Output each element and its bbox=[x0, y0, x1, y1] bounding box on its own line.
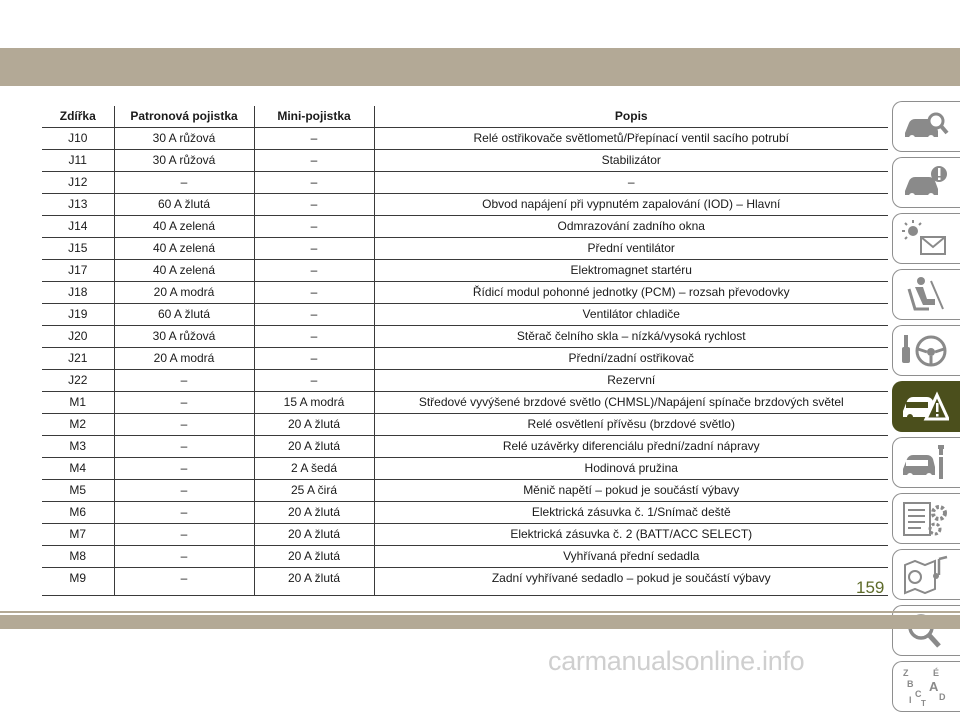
cartridge-fuse-cell: 30 A růžová bbox=[114, 326, 254, 348]
socket-cell: M9 bbox=[42, 568, 114, 596]
mini-fuse-cell: 20 A žlutá bbox=[254, 502, 374, 524]
description-cell: Rezervní bbox=[374, 370, 888, 392]
cartridge-fuse-cell: – bbox=[114, 546, 254, 568]
cartridge-fuse-cell: 40 A zelená bbox=[114, 260, 254, 282]
tab-servicing-maintenance[interactable] bbox=[892, 437, 960, 488]
car-magnifier-icon bbox=[901, 107, 949, 147]
socket-cell: M3 bbox=[42, 436, 114, 458]
table-row bbox=[42, 502, 888, 524]
table-row bbox=[42, 326, 888, 348]
table-row bbox=[42, 128, 888, 150]
table-row bbox=[42, 216, 888, 238]
tab-starting-driving[interactable] bbox=[892, 325, 960, 376]
tab-index[interactable] bbox=[892, 661, 960, 712]
car-info-icon bbox=[901, 163, 949, 203]
socket-cell: J13 bbox=[42, 194, 114, 216]
footer-line bbox=[0, 611, 960, 613]
column-header-description: Popis bbox=[374, 106, 888, 128]
index-letter: D bbox=[939, 692, 946, 702]
cartridge-fuse-cell: 20 A modrá bbox=[114, 348, 254, 370]
socket-cell: J12 bbox=[42, 172, 114, 194]
steering-wheel-icon bbox=[901, 331, 949, 371]
index-letter: B bbox=[907, 679, 914, 689]
table-row bbox=[42, 172, 888, 194]
socket-cell: J19 bbox=[42, 304, 114, 326]
mini-fuse-cell: 2 A šedá bbox=[254, 458, 374, 480]
description-cell: Relé osvětlení přívěsu (brzdové světlo) bbox=[374, 414, 888, 436]
cartridge-fuse-cell: 60 A žlutá bbox=[114, 194, 254, 216]
mini-fuse-cell: 20 A žlutá bbox=[254, 546, 374, 568]
table-row bbox=[42, 480, 888, 502]
car-warning-triangle-icon bbox=[901, 387, 949, 427]
cartridge-fuse-cell: 30 A růžová bbox=[114, 128, 254, 150]
mini-fuse-cell: 20 A žlutá bbox=[254, 436, 374, 458]
footer-band bbox=[0, 615, 960, 629]
description-cell: Vyhřívaná přední sedadla bbox=[374, 546, 888, 568]
table-row bbox=[42, 546, 888, 568]
mini-fuse-cell: – bbox=[254, 282, 374, 304]
mini-fuse-cell: – bbox=[254, 128, 374, 150]
description-cell: Hodinová pružina bbox=[374, 458, 888, 480]
table-row bbox=[42, 238, 888, 260]
tab-getting-to-know-vehicle[interactable] bbox=[892, 101, 960, 152]
socket-cell: J18 bbox=[42, 282, 114, 304]
cartridge-fuse-cell: 30 A růžová bbox=[114, 150, 254, 172]
table-row bbox=[42, 260, 888, 282]
socket-cell: J17 bbox=[42, 260, 114, 282]
index-letter: Z bbox=[903, 668, 909, 678]
fuse-table-header bbox=[42, 106, 888, 128]
dashboard-lights-message-icon bbox=[901, 219, 949, 259]
description-cell: Elektrická zásuvka č. 2 (BATT/ACC SELECT) bbox=[374, 524, 888, 546]
socket-cell: J11 bbox=[42, 150, 114, 172]
alphabet-index-icon bbox=[901, 667, 949, 707]
mini-fuse-cell: – bbox=[254, 172, 374, 194]
description-cell: Elektrická zásuvka č. 1/Snímač deště bbox=[374, 502, 888, 524]
mini-fuse-cell: 20 A žlutá bbox=[254, 568, 374, 596]
mini-fuse-cell: 25 A čirá bbox=[254, 480, 374, 502]
cartridge-fuse-cell: – bbox=[114, 392, 254, 414]
fuse-table-body bbox=[42, 128, 888, 596]
car-wrench-icon bbox=[901, 443, 949, 483]
socket-cell: J20 bbox=[42, 326, 114, 348]
table-row bbox=[42, 458, 888, 480]
tab-multimedia[interactable] bbox=[892, 549, 960, 600]
description-cell: Elektromagnet startéru bbox=[374, 260, 888, 282]
index-letter: A bbox=[929, 679, 939, 694]
description-cell: Relé ostřikovače světlometů/Přepínací ventil sacího potrubí bbox=[374, 128, 888, 150]
socket-cell: M6 bbox=[42, 502, 114, 524]
tab-instrument-panel[interactable] bbox=[892, 213, 960, 264]
mini-fuse-cell: – bbox=[254, 304, 374, 326]
cartridge-fuse-cell: – bbox=[114, 414, 254, 436]
description-cell: Zadní vyhřívané sedadlo – pokud je součástí výbavy bbox=[374, 568, 888, 596]
description-cell: Přední ventilátor bbox=[374, 238, 888, 260]
cartridge-fuse-cell: – bbox=[114, 172, 254, 194]
mini-fuse-cell: – bbox=[254, 260, 374, 282]
mini-fuse-cell: – bbox=[254, 238, 374, 260]
cartridge-fuse-cell: 40 A zelená bbox=[114, 238, 254, 260]
cartridge-fuse-cell: 40 A zelená bbox=[114, 216, 254, 238]
watermark: carmanualsonline.info bbox=[548, 646, 805, 676]
socket-cell: M2 bbox=[42, 414, 114, 436]
cartridge-fuse-cell: – bbox=[114, 436, 254, 458]
mini-fuse-cell: – bbox=[254, 326, 374, 348]
cartridge-fuse-cell: 60 A žlutá bbox=[114, 304, 254, 326]
mini-fuse-cell: – bbox=[254, 370, 374, 392]
seat-airbag-icon bbox=[901, 275, 949, 315]
socket-cell: J14 bbox=[42, 216, 114, 238]
cartridge-fuse-cell: – bbox=[114, 502, 254, 524]
header-band bbox=[0, 48, 960, 86]
tab-technical-specifications[interactable] bbox=[892, 493, 960, 544]
description-cell: Stabilizátor bbox=[374, 150, 888, 172]
table-row bbox=[42, 414, 888, 436]
table-row bbox=[42, 370, 888, 392]
table-row bbox=[42, 392, 888, 414]
cartridge-fuse-cell: – bbox=[114, 370, 254, 392]
fuse-table bbox=[42, 106, 888, 596]
socket-cell: J10 bbox=[42, 128, 114, 150]
column-header-mini-fuse: Mini-pojistka bbox=[254, 106, 374, 128]
page-number: 159 bbox=[856, 578, 885, 597]
cartridge-fuse-cell: – bbox=[114, 568, 254, 596]
table-row bbox=[42, 282, 888, 304]
description-cell: Měnič napětí – pokud je součástí výbavy bbox=[374, 480, 888, 502]
mini-fuse-cell: 20 A žlutá bbox=[254, 414, 374, 436]
description-cell: Středové vyvýšené brzdové světlo (CHMSL)/Napájení spínače brzdových světel bbox=[374, 392, 888, 414]
socket-cell: J15 bbox=[42, 238, 114, 260]
description-cell: Stěrač čelního skla – nízká/vysoká rychlost bbox=[374, 326, 888, 348]
description-cell: Relé uzávěrky diferenciálu přední/zadní nápravy bbox=[374, 436, 888, 458]
index-letter: É bbox=[933, 668, 940, 678]
socket-cell: M4 bbox=[42, 458, 114, 480]
cartridge-fuse-cell: – bbox=[114, 480, 254, 502]
mini-fuse-cell: 20 A žlutá bbox=[254, 524, 374, 546]
tab-safety-info[interactable] bbox=[892, 157, 960, 208]
socket-cell: M1 bbox=[42, 392, 114, 414]
settings-list-gear-icon bbox=[901, 499, 949, 539]
description-cell: Přední/zadní ostřikovač bbox=[374, 348, 888, 370]
table-row bbox=[42, 150, 888, 172]
mini-fuse-cell: 15 A modrá bbox=[254, 392, 374, 414]
socket-cell: J21 bbox=[42, 348, 114, 370]
table-row bbox=[42, 194, 888, 216]
cartridge-fuse-cell: 20 A modrá bbox=[114, 282, 254, 304]
table-row bbox=[42, 348, 888, 370]
table-row bbox=[42, 568, 888, 596]
socket-cell: M8 bbox=[42, 546, 114, 568]
table-row bbox=[42, 524, 888, 546]
map-music-icon bbox=[901, 555, 949, 595]
mini-fuse-cell: – bbox=[254, 216, 374, 238]
description-cell: Odmrazování zadního okna bbox=[374, 216, 888, 238]
index-letter: I bbox=[909, 695, 912, 705]
socket-cell: M7 bbox=[42, 524, 114, 546]
column-header-cartridge-fuse: Patronová pojistka bbox=[114, 106, 254, 128]
description-cell: Řídicí modul pohonné jednotky (PCM) – rozsah převodovky bbox=[374, 282, 888, 304]
table-row bbox=[42, 304, 888, 326]
socket-cell: J22 bbox=[42, 370, 114, 392]
mini-fuse-cell: – bbox=[254, 150, 374, 172]
column-header-socket: Zdířka bbox=[42, 106, 114, 128]
table-row bbox=[42, 436, 888, 458]
tab-in-case-of-emergency[interactable] bbox=[892, 381, 960, 432]
cartridge-fuse-cell: – bbox=[114, 458, 254, 480]
index-letter: C bbox=[915, 689, 922, 699]
description-cell: Ventilátor chladiče bbox=[374, 304, 888, 326]
description-cell: – bbox=[374, 172, 888, 194]
mini-fuse-cell: – bbox=[254, 348, 374, 370]
index-letter: T bbox=[921, 699, 926, 707]
cartridge-fuse-cell: – bbox=[114, 524, 254, 546]
description-cell: Obvod napájení při vypnutém zapalování (IOD) – Hlavní bbox=[374, 194, 888, 216]
socket-cell: M5 bbox=[42, 480, 114, 502]
mini-fuse-cell: – bbox=[254, 194, 374, 216]
tab-seats-airbags[interactable] bbox=[892, 269, 960, 320]
